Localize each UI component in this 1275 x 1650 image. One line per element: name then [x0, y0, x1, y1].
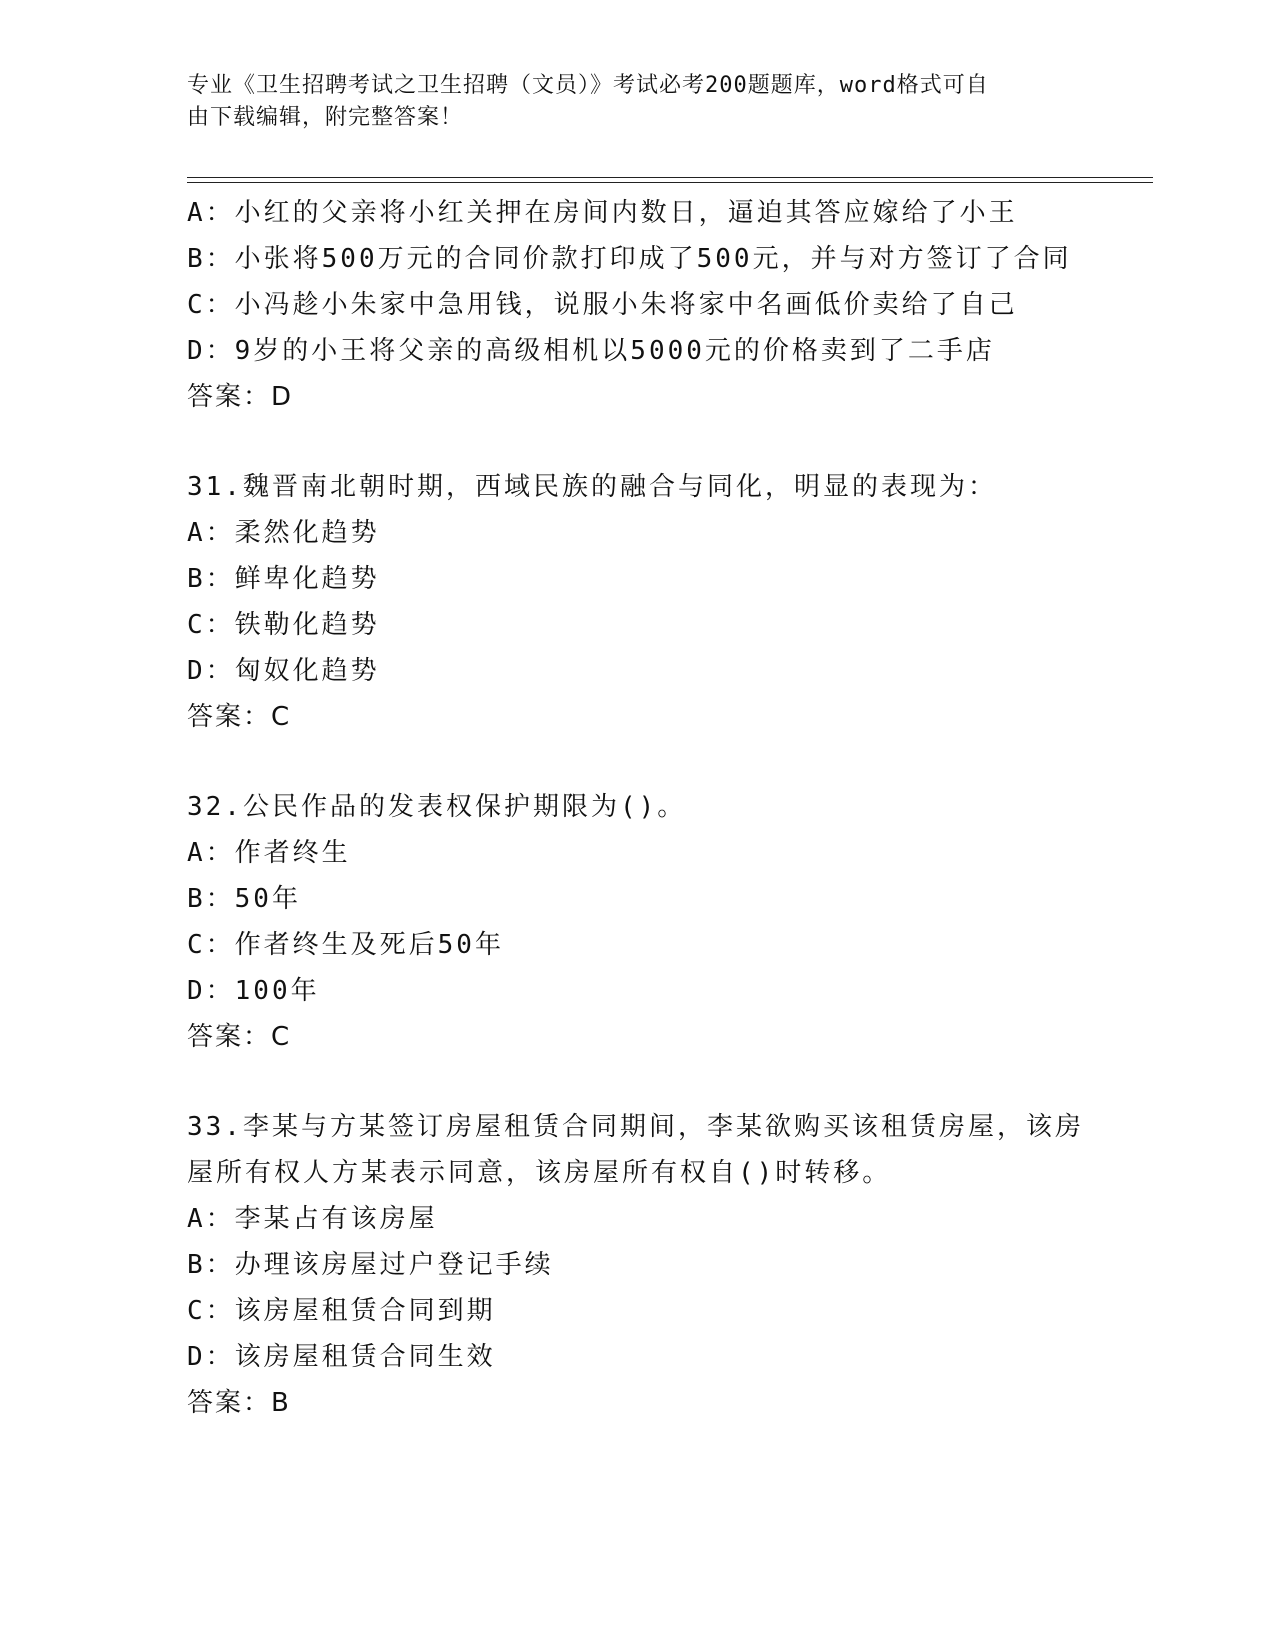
question-list: [187, 190, 1153, 1426]
question-stem: 31.魏晋南北朝时期，西域民族的融合与同化，明显的表现为：: [187, 472, 997, 502]
option-b: B：小张将500万元的合同价款打印成了500元，并与对方签订了合同: [187, 244, 1072, 274]
header-line-2: 由下载编辑，附完整答案！: [187, 105, 464, 130]
question-stem-line-1: 33.李某与方某签订房屋租赁合同期间，李某欲购买该租赁房屋，该房: [187, 1112, 1084, 1142]
header-line-1: 专业《卫生招聘考试之卫生招聘（文员）》考试必考200题题库，word格式可自: [187, 73, 989, 98]
option-d: D：该房屋租赁合同生效: [187, 1342, 496, 1372]
question-33: [187, 1104, 1153, 1426]
answer-line: 答案：B: [187, 1388, 291, 1418]
header-divider-bottom: [187, 182, 1153, 183]
option-d: D：匈奴化趋势: [187, 656, 380, 686]
option-c: C：小冯趁小朱家中急用钱，说服小朱将家中名画低价卖给了自己: [187, 290, 1018, 320]
question-30: [187, 190, 1153, 420]
option-d: D：9岁的小王将父亲的高级相机以5000元的价格卖到了二手店: [187, 336, 995, 366]
question-32: [187, 784, 1153, 1060]
option-c: C：铁勒化趋势: [187, 610, 380, 640]
answer-line: 答案：C: [187, 1022, 292, 1052]
question-31: [187, 464, 1153, 740]
document-header: [187, 70, 1067, 134]
answer-line: 答案：C: [187, 702, 292, 732]
option-b: B：50年: [187, 884, 301, 914]
option-a: A：作者终生: [187, 838, 351, 868]
option-a: A：李某占有该房屋: [187, 1204, 438, 1234]
question-stem: 32.公民作品的发表权保护期限为()。: [187, 792, 687, 822]
header-divider-top: [187, 177, 1153, 178]
spacer: [187, 420, 1153, 464]
answer-line: 答案：D: [187, 382, 294, 412]
option-b: B：办理该房屋过户登记手续: [187, 1250, 554, 1280]
option-a: A：柔然化趋势: [187, 518, 380, 548]
option-a: A：小红的父亲将小红关押在房间内数日，逼迫其答应嫁给了小王: [187, 198, 1018, 228]
option-c: C：该房屋租赁合同到期: [187, 1296, 496, 1326]
spacer: [187, 740, 1153, 784]
option-d: D：100年: [187, 976, 320, 1006]
question-stem-line-2: 屋所有权人方某表示同意，该房屋所有权自()时转移。: [187, 1158, 892, 1188]
option-c: C：作者终生及死后50年: [187, 930, 504, 960]
option-b: B：鲜卑化趋势: [187, 564, 380, 594]
spacer: [187, 1060, 1153, 1104]
